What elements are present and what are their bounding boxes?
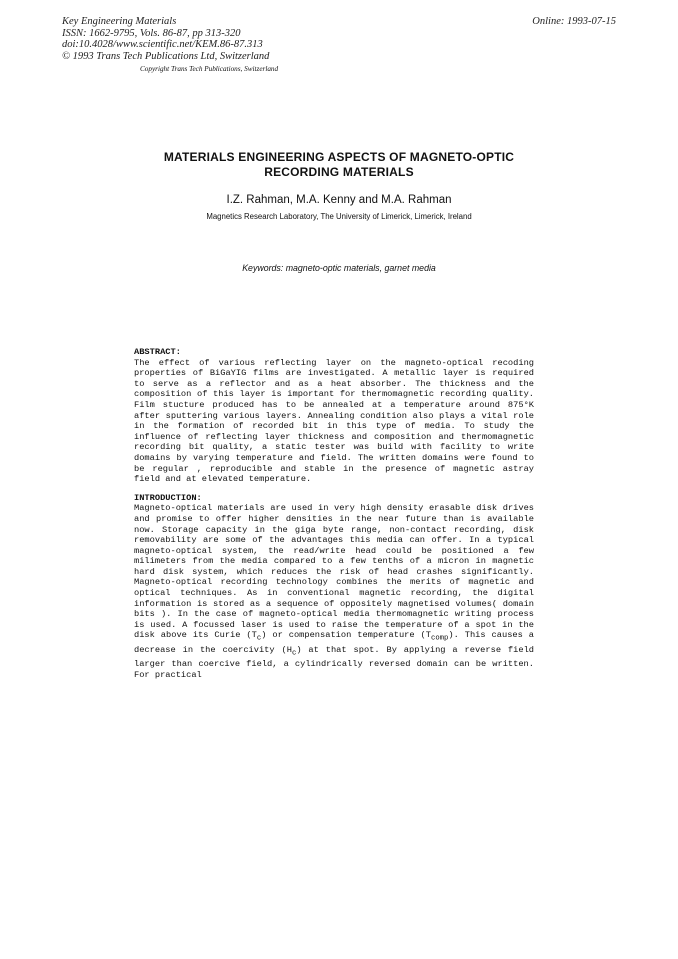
curie-subscript: c — [256, 635, 262, 644]
affiliation: Magnetics Research Laboratory, The University of Limerick, Limerick, Ireland — [206, 212, 472, 221]
paper-title — [0, 150, 678, 180]
introduction-text — [134, 503, 534, 680]
keywords: Keywords: magneto-optic materials, garnet media — [242, 263, 436, 273]
title-line-2: RECORDING MATERIALS — [264, 165, 414, 179]
intro-text-part-3: ). This causes a decrease in the coercivity (H — [134, 630, 534, 655]
abstract-text: The effect of various reflecting layer on the magneto-optical recoding properties of BiGaYIG films are investigated. A metallic layer is required to serve as a reflector and as a heat absorber. The thickness and the composition of this layer is important for thermomagnetic recording quality. Film stucture produced has to be annealed at a temperature around 875°K after sputtering various layers. Annealing condition also plays a vital role in the formation of recorded bit in this type of media. To study the influence of reflecting layer thickness and composition and thermomagnetic recording bit quality, a static tester was build with facility to write domains by varying temperature and field. The written domains were found to be regular , reproducible and stable in the presence of magnetic astray field and at elevated temperature. — [134, 357, 534, 485]
copyright-line: © 1993 Trans Tech Publications Ltd, Switzerland — [62, 50, 270, 62]
intro-text-part-4: ) at that spot. By applying a reverse field larger than coercive field, a cylindrically reversed domain can be written. For practical — [134, 644, 534, 680]
title-line-1: MATERIALS ENGINEERING ASPECTS OF MAGNETO-OPTIC — [163, 150, 515, 164]
abstract-heading: ABSTRACT: — [134, 347, 181, 357]
intro-text-part-1: Magneto-optical materials are used in very high density erasable disk drives and promise to offer higher densities in the near future than is available now. Storage capacity in the giga byte range, non-contact recording, disk removability are some of the advantages this media can offer. In a typical magneto-optical system, the read/write head could be positioned a few milimeters from the media compared to a few tenths of a micron in magnetic hard disk system, which reduces the risk of head crashes significantly. Magneto-optical recording technology combines the merits of magnetic and optical techniques. As in conventional magnetic recording, the digital information is stored as a sequence of oppositely magnetised volumes( domain bits ). In the case of magneto-optical media thermomagnetic writing process is used. A focussed laser is used to raise the temperature of a spot in the disk above its Curie (T — [134, 503, 534, 641]
doi-line: doi:10.4028/www.scientific.net/KEM.86-87.313 — [62, 39, 263, 51]
paper-body — [134, 347, 534, 680]
publisher-copyright: Copyright Trans Tech Publications, Switzerland — [140, 65, 279, 73]
journal-name: Key Engineering Materials — [62, 16, 177, 27]
introduction-heading: INTRODUCTION: — [134, 492, 202, 503]
journal-metadata — [62, 16, 269, 62]
intro-text-part-2: ) or compensation temperature (T — [261, 630, 431, 641]
authors: I.Z. Rahman, M.A. Kenny and M.A. Rahman — [226, 194, 452, 206]
online-date: Online: 1993-07-15 — [532, 16, 616, 27]
issn-line: ISSN: 1662-9795, Vols. 86-87, pp 313-320 — [62, 27, 241, 39]
comp-subscript: comp — [430, 635, 449, 644]
coercivity-subscript: c — [291, 649, 297, 658]
